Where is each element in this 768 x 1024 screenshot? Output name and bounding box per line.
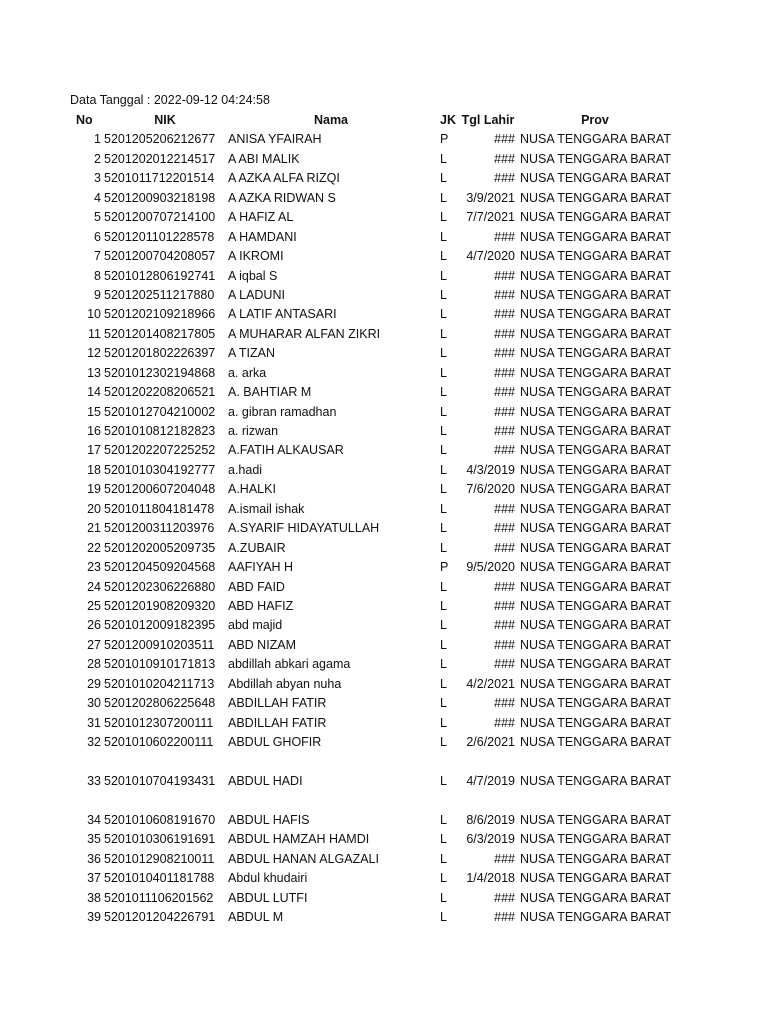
- cell-nik: 5201201802226397: [104, 346, 216, 361]
- cell-prov: NUSA TENGGARA BARAT: [520, 618, 671, 633]
- cell-nik: 5201200704208057: [104, 249, 216, 264]
- cell-jk: L: [440, 326, 447, 341]
- cell-prov: NUSA TENGGARA BARAT: [520, 773, 671, 788]
- cell-tgl-lahir: ###: [494, 598, 515, 613]
- cell-no: 36: [87, 851, 101, 866]
- cell-prov: NUSA TENGGARA BARAT: [520, 540, 671, 555]
- cell-nama: ABDUL HAMZAH HAMDI: [228, 832, 370, 847]
- cell-tgl-lahir: ###: [494, 268, 515, 283]
- cell-jk: L: [440, 871, 447, 886]
- table-row: [0, 247, 768, 266]
- cell-prov: NUSA TENGGARA BARAT: [520, 832, 671, 847]
- cell-nama: A MUHARAR ALFAN ZIKRI: [228, 326, 381, 341]
- cell-nik: 5201010704193431: [104, 773, 216, 788]
- table-row: [0, 733, 768, 752]
- cell-nama: AAFIYAH H: [228, 560, 294, 575]
- table-row: [0, 461, 768, 480]
- cell-nik: 5201202012214517: [104, 151, 216, 166]
- cell-jk: L: [440, 890, 447, 905]
- table-row: [0, 539, 768, 558]
- table-row: [0, 267, 768, 286]
- cell-jk: L: [440, 190, 447, 205]
- cell-jk: L: [440, 424, 447, 438]
- table-row: [0, 636, 768, 655]
- cell-tgl-lahir: ###: [494, 637, 515, 652]
- cell-prov: NUSA TENGGARA BARAT: [520, 229, 671, 244]
- cell-jk: L: [440, 462, 447, 477]
- cell-nama: ABDILLAH FATIR: [228, 715, 327, 730]
- table-row: [0, 675, 768, 694]
- cell-nama: ABDUL HANAN ALGAZALI: [228, 851, 379, 866]
- cell-nik: 5201010608191670: [104, 812, 216, 827]
- cell-prov: NUSA TENGGARA BARAT: [520, 851, 671, 866]
- cell-nama: ABDUL HAFIS: [228, 812, 310, 827]
- cell-prov: NUSA TENGGARA BARAT: [520, 871, 671, 886]
- cell-jk: P: [440, 560, 449, 575]
- cell-nik: 5201200903218198: [104, 190, 216, 205]
- cell-prov: NUSA TENGGARA BARAT: [520, 287, 671, 302]
- cell-prov: NUSA TENGGARA BARAT: [520, 909, 671, 924]
- cell-no: 35: [87, 832, 101, 847]
- cell-prov: NUSA TENGGARA BARAT: [520, 521, 671, 536]
- cell-prov: NUSA TENGGARA BARAT: [520, 385, 671, 400]
- cell-nik: 5201010306191691: [104, 832, 216, 847]
- cell-nik: 5201010602200111: [104, 735, 214, 749]
- cell-no: 1: [94, 132, 101, 147]
- cell-jk: L: [440, 210, 447, 225]
- cell-prov: NUSA TENGGARA BARAT: [520, 482, 671, 497]
- cell-no: 19: [87, 482, 101, 497]
- cell-no: 7: [94, 249, 101, 264]
- cell-tgl-lahir: ###: [494, 715, 515, 730]
- cell-nik: 5201012806192741: [104, 268, 216, 283]
- cell-jk: L: [440, 482, 447, 497]
- cell-jk: L: [440, 909, 447, 924]
- cell-no: 21: [87, 521, 101, 536]
- cell-nik: 5201012704210002: [104, 404, 216, 419]
- cell-nama: A HAFIZ AL: [228, 210, 294, 225]
- cell-jk: L: [440, 851, 447, 866]
- data-date-line: Data Tanggal : 2022-09-12 04:24:58: [70, 93, 270, 107]
- cell-jk: L: [440, 657, 447, 672]
- cell-tgl-lahir: ###: [494, 909, 515, 924]
- cell-tgl-lahir: ###: [494, 851, 515, 866]
- cell-jk: L: [440, 696, 447, 711]
- cell-prov: NUSA TENGGARA BARAT: [520, 443, 671, 458]
- table-row: [0, 597, 768, 616]
- cell-tgl-lahir: ###: [494, 521, 515, 536]
- cell-prov: NUSA TENGGARA BARAT: [520, 365, 671, 380]
- table-row: [0, 908, 768, 927]
- cell-jk: L: [440, 637, 447, 652]
- cell-jk: L: [440, 287, 447, 302]
- cell-jk: L: [440, 521, 447, 536]
- cell-tgl-lahir: 1/4/2018: [466, 871, 515, 886]
- table-row: [0, 578, 768, 597]
- cell-prov: NUSA TENGGARA BARAT: [520, 424, 671, 438]
- cell-nik: 5201010304192777: [104, 462, 216, 477]
- cell-nik: 5201012009182395: [104, 618, 216, 633]
- cell-nik: 5201202208206521: [104, 385, 216, 400]
- cell-no: 8: [94, 268, 101, 283]
- cell-prov: NUSA TENGGARA BARAT: [520, 190, 671, 205]
- cell-nama: A AZKA RIDWAN S: [228, 190, 336, 205]
- cell-jk: L: [440, 307, 447, 322]
- cell-tgl-lahir: ###: [494, 501, 515, 516]
- table-row: [0, 383, 768, 402]
- cell-jk: L: [440, 171, 447, 186]
- table-header-row: [0, 111, 768, 130]
- cell-no: 18: [87, 462, 101, 477]
- cell-no: 13: [87, 365, 101, 380]
- cell-tgl-lahir: ###: [494, 326, 515, 341]
- cell-no: 29: [87, 676, 101, 691]
- table-row: [0, 150, 768, 169]
- table-row: [0, 791, 768, 830]
- cell-tgl-lahir: ###: [494, 443, 515, 458]
- table-row: [0, 752, 768, 791]
- cell-tgl-lahir: 8/6/2019: [466, 812, 515, 827]
- cell-nik: 5201012307200111: [104, 715, 214, 730]
- cell-tgl-lahir: 4/7/2019: [466, 773, 515, 788]
- cell-tgl-lahir: ###: [494, 696, 515, 711]
- cell-nama: a.hadi: [228, 462, 263, 477]
- cell-nik: 5201205206212677: [104, 132, 216, 147]
- cell-prov: NUSA TENGGARA BARAT: [520, 637, 671, 652]
- cell-nik: 5201201204226791: [104, 909, 216, 924]
- table-row: [0, 325, 768, 344]
- table-row: [0, 714, 768, 733]
- cell-tgl-lahir: ###: [494, 618, 515, 633]
- cell-jk: L: [440, 501, 447, 516]
- cell-no: 4: [94, 190, 101, 205]
- cell-no: 37: [87, 871, 101, 886]
- cell-no: 32: [87, 735, 101, 749]
- cell-no: 38: [87, 890, 101, 905]
- cell-tgl-lahir: 4/2/2021: [466, 676, 515, 691]
- cell-tgl-lahir: 3/9/2021: [466, 190, 515, 205]
- header-tgl-lahir: Tgl Lahir: [461, 113, 515, 127]
- cell-nik: 5201202511217880: [104, 287, 215, 302]
- cell-nama: a. gibran ramadhan: [228, 404, 337, 419]
- cell-prov: NUSA TENGGARA BARAT: [520, 268, 671, 283]
- cell-nama: abd majid: [228, 618, 283, 633]
- cell-no: 33: [87, 773, 101, 788]
- cell-nama: A.SYARIF HIDAYATULLAH: [228, 521, 380, 536]
- cell-nama: A HAMDANI: [228, 229, 297, 244]
- cell-no: 5: [94, 210, 101, 225]
- cell-tgl-lahir: 9/5/2020: [466, 560, 515, 575]
- cell-tgl-lahir: ###: [494, 229, 515, 244]
- cell-jk: P: [440, 132, 449, 147]
- cell-tgl-lahir: 4/7/2020: [466, 249, 515, 264]
- cell-tgl-lahir: ###: [494, 424, 515, 438]
- table-row: [0, 305, 768, 324]
- cell-prov: NUSA TENGGARA BARAT: [520, 249, 671, 264]
- cell-nama: A LATIF ANTASARI: [228, 307, 337, 322]
- cell-nik: 5201012908210011: [104, 851, 215, 866]
- cell-jk: L: [440, 365, 447, 380]
- header-no: No: [76, 113, 93, 127]
- cell-tgl-lahir: ###: [494, 890, 515, 905]
- cell-nik: 5201010401181788: [104, 871, 215, 886]
- cell-nama: A.FATIH ALKAUSAR: [228, 443, 344, 458]
- cell-tgl-lahir: 7/6/2020: [466, 482, 515, 497]
- cell-tgl-lahir: ###: [494, 287, 515, 302]
- cell-prov: NUSA TENGGARA BARAT: [520, 210, 671, 225]
- cell-jk: L: [440, 540, 447, 555]
- cell-prov: NUSA TENGGARA BARAT: [520, 735, 671, 749]
- table-row: [0, 441, 768, 460]
- cell-no: 10: [87, 307, 101, 322]
- cell-prov: NUSA TENGGARA BARAT: [520, 560, 671, 575]
- cell-jk: L: [440, 832, 447, 847]
- cell-jk: L: [440, 346, 447, 361]
- cell-jk: L: [440, 735, 447, 749]
- cell-jk: L: [440, 443, 447, 458]
- cell-prov: NUSA TENGGARA BARAT: [520, 598, 671, 613]
- table-row: [0, 286, 768, 305]
- cell-prov: NUSA TENGGARA BARAT: [520, 132, 671, 147]
- header-jk: JK: [440, 113, 456, 127]
- cell-no: 12: [87, 346, 101, 361]
- table-row: [0, 558, 768, 577]
- table-row: [0, 519, 768, 538]
- cell-nama: A AZKA ALFA RIZQI: [228, 171, 340, 186]
- cell-no: 3: [94, 171, 101, 186]
- cell-nik: 5201204509204568: [104, 560, 216, 575]
- cell-no: 31: [87, 715, 101, 730]
- cell-nik: 5201200910203511: [104, 637, 215, 652]
- cell-nik: 5201202806225648: [104, 696, 216, 711]
- table-row: [0, 422, 768, 441]
- cell-nik: 5201012302194868: [104, 365, 216, 380]
- header-nik: NIK: [154, 113, 176, 127]
- cell-nama: Abdul khudairi: [228, 871, 308, 886]
- cell-jk: L: [440, 268, 447, 283]
- data-table: [0, 111, 768, 927]
- cell-no: 20: [87, 501, 101, 516]
- cell-tgl-lahir: ###: [494, 579, 515, 594]
- table-row: [0, 500, 768, 519]
- table-row: [0, 850, 768, 869]
- header-nama: Nama: [313, 113, 349, 127]
- cell-nik: 5201200607204048: [104, 482, 216, 497]
- cell-nik: 5201011106201562: [104, 890, 214, 905]
- cell-no: 39: [87, 909, 101, 924]
- cell-no: 9: [94, 287, 101, 302]
- cell-nik: 5201202306226880: [104, 579, 216, 594]
- cell-nama: ABD NIZAM: [228, 637, 297, 652]
- cell-no: 30: [87, 696, 101, 711]
- cell-prov: NUSA TENGGARA BARAT: [520, 890, 671, 905]
- table-row: [0, 189, 768, 208]
- cell-jk: L: [440, 618, 447, 633]
- cell-nama: ABDUL HADI: [228, 773, 303, 788]
- cell-nik: 5201201408217805: [104, 326, 216, 341]
- table-body: [0, 130, 768, 927]
- cell-tgl-lahir: 6/3/2019: [466, 832, 515, 847]
- table-row: [0, 830, 768, 849]
- cell-tgl-lahir: ###: [494, 540, 515, 555]
- cell-jk: L: [440, 773, 447, 788]
- table-row: [0, 208, 768, 227]
- cell-prov: NUSA TENGGARA BARAT: [520, 501, 671, 516]
- cell-nama: ABD HAFIZ: [228, 598, 294, 613]
- table-row: [0, 869, 768, 888]
- cell-nama: ABDUL LUTFI: [228, 890, 308, 905]
- cell-nama: A.ismail ishak: [228, 501, 305, 516]
- cell-nik: 5201011712201514: [104, 171, 215, 186]
- cell-jk: L: [440, 715, 447, 730]
- cell-tgl-lahir: ###: [494, 132, 515, 147]
- cell-no: 22: [87, 540, 101, 555]
- cell-nik: 5201202109218966: [104, 307, 216, 322]
- cell-nama: A LADUNI: [228, 287, 285, 302]
- cell-nik: 5201200707214100: [104, 210, 216, 225]
- cell-tgl-lahir: 7/7/2021: [466, 210, 515, 225]
- cell-tgl-lahir: ###: [494, 365, 515, 380]
- cell-nama: abdillah abkari agama: [228, 657, 351, 672]
- cell-nama: ABDUL M: [228, 909, 284, 924]
- header-prov: Prov: [581, 113, 609, 127]
- cell-jk: L: [440, 385, 447, 400]
- table-row: [0, 655, 768, 674]
- cell-prov: NUSA TENGGARA BARAT: [520, 307, 671, 322]
- cell-tgl-lahir: ###: [494, 346, 515, 361]
- cell-tgl-lahir: ###: [494, 404, 515, 419]
- table-row: [0, 130, 768, 149]
- cell-jk: L: [440, 598, 447, 613]
- cell-tgl-lahir: 2/6/2021: [466, 735, 515, 749]
- cell-nama: ABD FAID: [228, 579, 285, 594]
- cell-nama: Abdillah abyan nuha: [228, 676, 342, 691]
- cell-no: 16: [87, 424, 101, 438]
- cell-prov: NUSA TENGGARA BARAT: [520, 151, 671, 166]
- cell-nama: A iqbal S: [228, 268, 278, 283]
- table-row: [0, 403, 768, 422]
- cell-tgl-lahir: ###: [494, 171, 515, 186]
- cell-tgl-lahir: ###: [494, 657, 515, 672]
- cell-no: 2: [94, 151, 101, 166]
- cell-nik: 5201200311203976: [104, 521, 215, 536]
- cell-no: 23: [87, 560, 101, 575]
- cell-prov: NUSA TENGGARA BARAT: [520, 715, 671, 730]
- cell-tgl-lahir: 4/3/2019: [466, 462, 515, 477]
- cell-tgl-lahir: ###: [494, 151, 515, 166]
- cell-nik: 5201010910171813: [104, 657, 216, 672]
- cell-jk: L: [440, 812, 447, 827]
- cell-nama: A ABI MALIK: [228, 151, 300, 166]
- cell-prov: NUSA TENGGARA BARAT: [520, 676, 671, 691]
- table-row: [0, 694, 768, 713]
- cell-jk: L: [440, 229, 447, 244]
- cell-no: 15: [87, 404, 101, 419]
- cell-no: 24: [87, 579, 101, 594]
- cell-nama: ANISA YFAIRAH: [228, 132, 322, 147]
- cell-prov: NUSA TENGGARA BARAT: [520, 326, 671, 341]
- cell-nama: A TIZAN: [228, 346, 276, 361]
- cell-tgl-lahir: ###: [494, 307, 515, 322]
- cell-nama: ABDUL GHOFIR: [228, 735, 322, 749]
- table-row: [0, 616, 768, 635]
- cell-no: 34: [87, 812, 101, 827]
- cell-jk: L: [440, 151, 447, 166]
- cell-prov: NUSA TENGGARA BARAT: [520, 462, 671, 477]
- cell-no: 6: [94, 229, 101, 244]
- table-row: [0, 364, 768, 383]
- cell-no: 11: [88, 326, 101, 341]
- cell-no: 25: [87, 598, 101, 613]
- table-row: [0, 480, 768, 499]
- cell-no: 26: [87, 618, 101, 633]
- cell-nama: A. BAHTIAR M: [228, 385, 312, 400]
- cell-prov: NUSA TENGGARA BARAT: [520, 812, 671, 827]
- cell-no: 14: [87, 385, 101, 400]
- cell-no: 27: [87, 637, 101, 652]
- cell-prov: NUSA TENGGARA BARAT: [520, 346, 671, 361]
- cell-no: 28: [87, 657, 101, 672]
- cell-prov: NUSA TENGGARA BARAT: [520, 171, 671, 186]
- cell-nik: 5201011804181478: [104, 501, 215, 516]
- cell-prov: NUSA TENGGARA BARAT: [520, 579, 671, 594]
- table-row: [0, 344, 768, 363]
- cell-nik: 5201010204211713: [104, 676, 215, 691]
- cell-prov: NUSA TENGGARA BARAT: [520, 696, 671, 711]
- cell-jk: L: [440, 676, 447, 691]
- cell-nik: 5201202207225252: [104, 443, 216, 458]
- cell-nama: ABDILLAH FATIR: [228, 696, 327, 711]
- cell-jk: L: [440, 249, 447, 264]
- cell-jk: L: [440, 579, 447, 594]
- cell-nama: A.HALKI: [228, 482, 276, 497]
- cell-tgl-lahir: ###: [494, 385, 515, 400]
- cell-nama: a. arka: [228, 365, 267, 380]
- cell-nama: A.ZUBAIR: [228, 540, 286, 555]
- table-row: [0, 228, 768, 247]
- cell-nik: 5201010812182823: [104, 424, 216, 438]
- cell-nama: a. rizwan: [228, 424, 279, 438]
- cell-nik: 5201201101228578: [104, 229, 215, 244]
- cell-nik: 5201201908209320: [104, 598, 216, 613]
- cell-no: 17: [87, 443, 101, 458]
- table-row: [0, 169, 768, 188]
- cell-nama: A IKROMI: [228, 249, 284, 264]
- cell-jk: L: [440, 404, 447, 419]
- cell-nik: 5201202005209735: [104, 540, 216, 555]
- table-row: [0, 889, 768, 908]
- cell-prov: NUSA TENGGARA BARAT: [520, 657, 671, 672]
- cell-prov: NUSA TENGGARA BARAT: [520, 404, 671, 419]
